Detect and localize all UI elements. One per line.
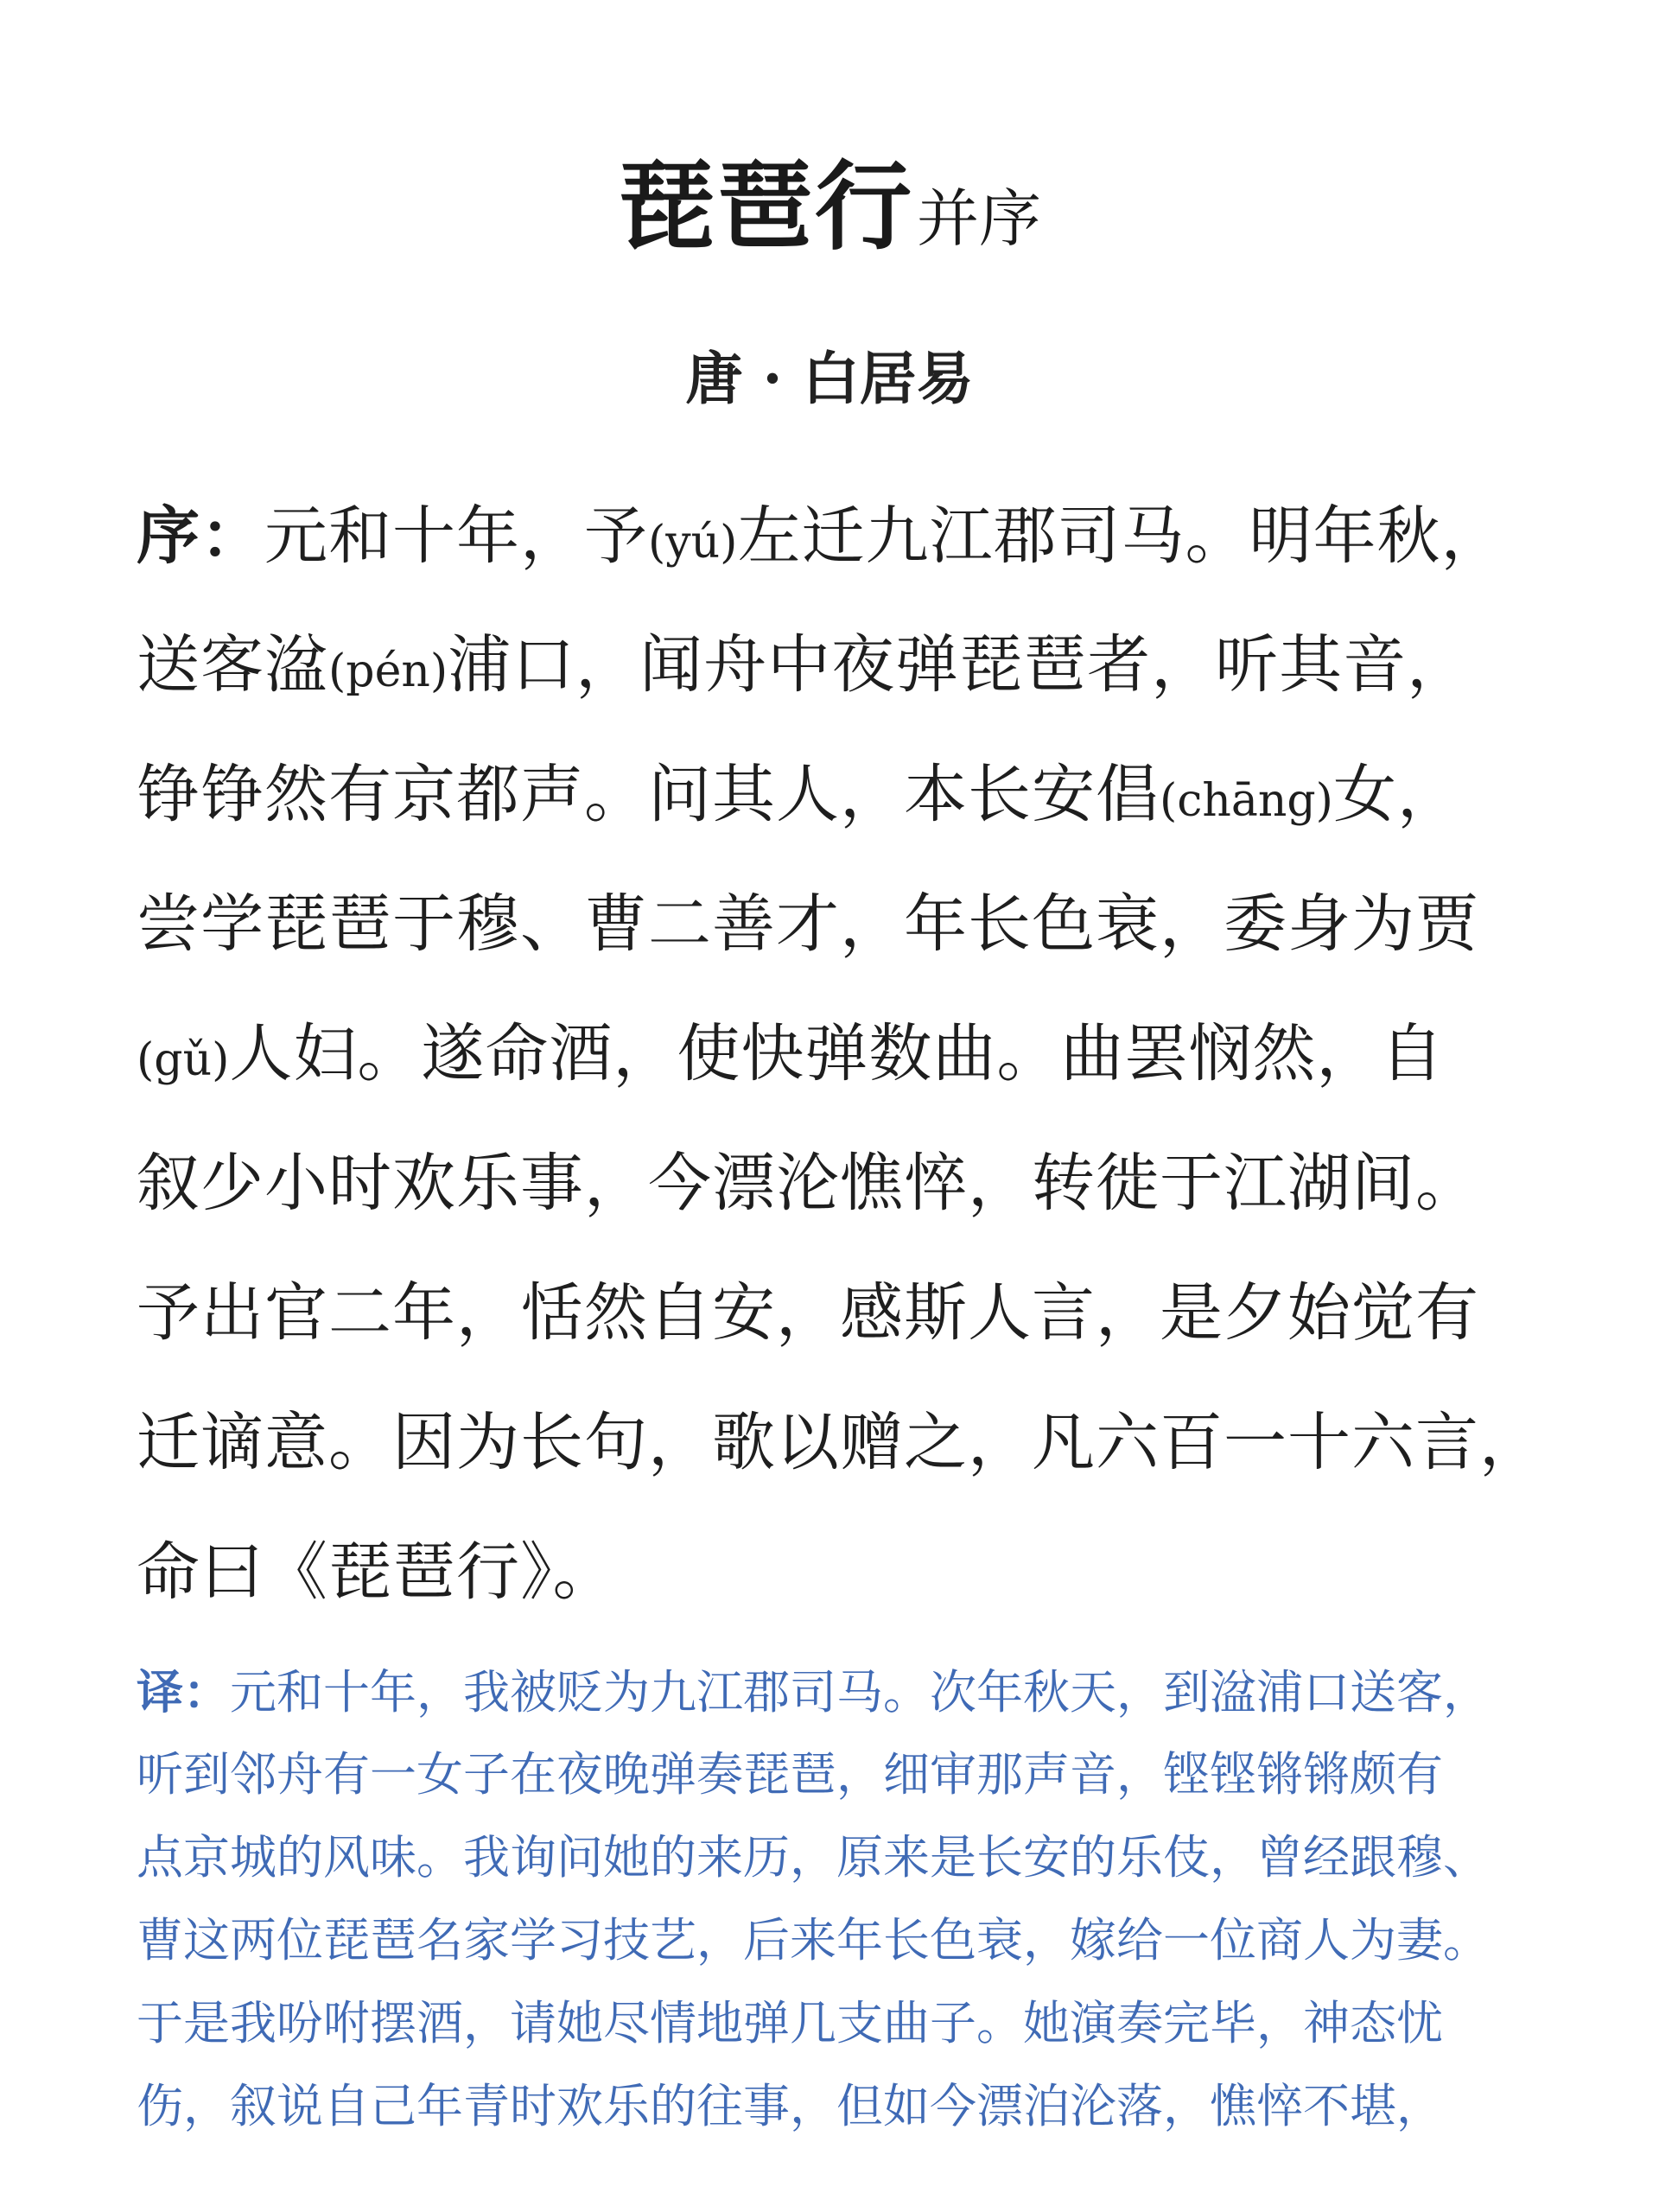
preface-line bbox=[137, 989, 1554, 1119]
title-main: 琵琶行 bbox=[617, 150, 913, 264]
pinyin-annotation: (chāng) bbox=[1160, 775, 1333, 827]
translation-text-segment: 元和十年，我被贬为九江郡司马。次年秋天，到湓浦口送客， bbox=[230, 1665, 1490, 1719]
pinyin-annotation: (yú) bbox=[648, 517, 738, 569]
preface-text-segment: 命曰《琵琶行》。 bbox=[137, 1535, 617, 1609]
pinyin-annotation: (gǔ) bbox=[137, 1034, 230, 1086]
preface-text-segment: 予出官二年，恬然自安，感斯人言，是夕始觉有 bbox=[137, 1276, 1479, 1350]
preface-line bbox=[137, 730, 1554, 860]
poem-title bbox=[0, 130, 1659, 269]
poem-author: 唐 · 白居易 bbox=[685, 345, 974, 412]
translation-line: 听到邻舟有一女子在夜晚弹奏琵琶，细审那声音，铿铿锵锵颇有 bbox=[137, 1747, 1443, 1802]
preface-text-segment: 浦口，闻舟中夜弹琵琶者，听其音， bbox=[448, 628, 1471, 702]
title-subtitle: 并序 bbox=[916, 182, 1041, 255]
preface-text-segment: 送客湓 bbox=[137, 628, 328, 702]
translation-line: 伤，叙说自己年青时欢乐的往事，但如今漂泊沦落，憔悴不堪， bbox=[137, 2079, 1443, 2133]
preface-text-segment: 铮铮然有京都声。问其人，本长安倡 bbox=[137, 758, 1160, 831]
preface-text-segment: 人妇。遂命酒，使快弹数曲。曲罢悯然，自 bbox=[229, 1017, 1445, 1090]
translation-text bbox=[137, 1650, 1554, 2148]
preface-label: 序： bbox=[137, 499, 264, 573]
preface-line bbox=[137, 1249, 1554, 1378]
preface-line bbox=[137, 601, 1554, 730]
translation-line: 于是我吩咐摆酒，请她尽情地弹几支曲子。她演奏完毕，神态忧 bbox=[137, 1996, 1443, 2050]
preface-text-segment: 叙少小时欢乐事，今漂沦憔悴，转徙于江湖间。 bbox=[137, 1147, 1479, 1220]
preface-line bbox=[137, 1119, 1554, 1249]
preface-line bbox=[137, 860, 1554, 989]
preface-line bbox=[137, 1378, 1554, 1508]
translation-line bbox=[137, 1650, 1554, 1733]
translation-line: 曹这两位琵琶名家学习技艺，后来年长色衰，嫁给一位商人为妻。 bbox=[137, 1913, 1490, 1967]
preface-text-segment: 迁谪意。因为长句，歌以赠之，凡六百一十六言， bbox=[137, 1406, 1543, 1479]
preface-text-segment: 女， bbox=[1332, 758, 1461, 831]
preface-text-segment: 尝学琵琶于穆、曹二善才，年长色衰，委身为贾 bbox=[137, 887, 1479, 961]
translation-line: 点京城的风味。我询问她的来历，原来是长安的乐伎，曾经跟穆、 bbox=[137, 1830, 1490, 1885]
translation-label: 译： bbox=[137, 1664, 230, 1719]
preface-line bbox=[137, 1508, 1554, 1637]
preface-text-segment: 左迁九江郡司马。明年秋， bbox=[737, 499, 1505, 573]
preface-text bbox=[137, 471, 1554, 1637]
pinyin-annotation: (pén) bbox=[328, 645, 448, 697]
preface-line bbox=[137, 471, 1554, 601]
preface-text-segment: 元和十年，予 bbox=[264, 499, 648, 573]
